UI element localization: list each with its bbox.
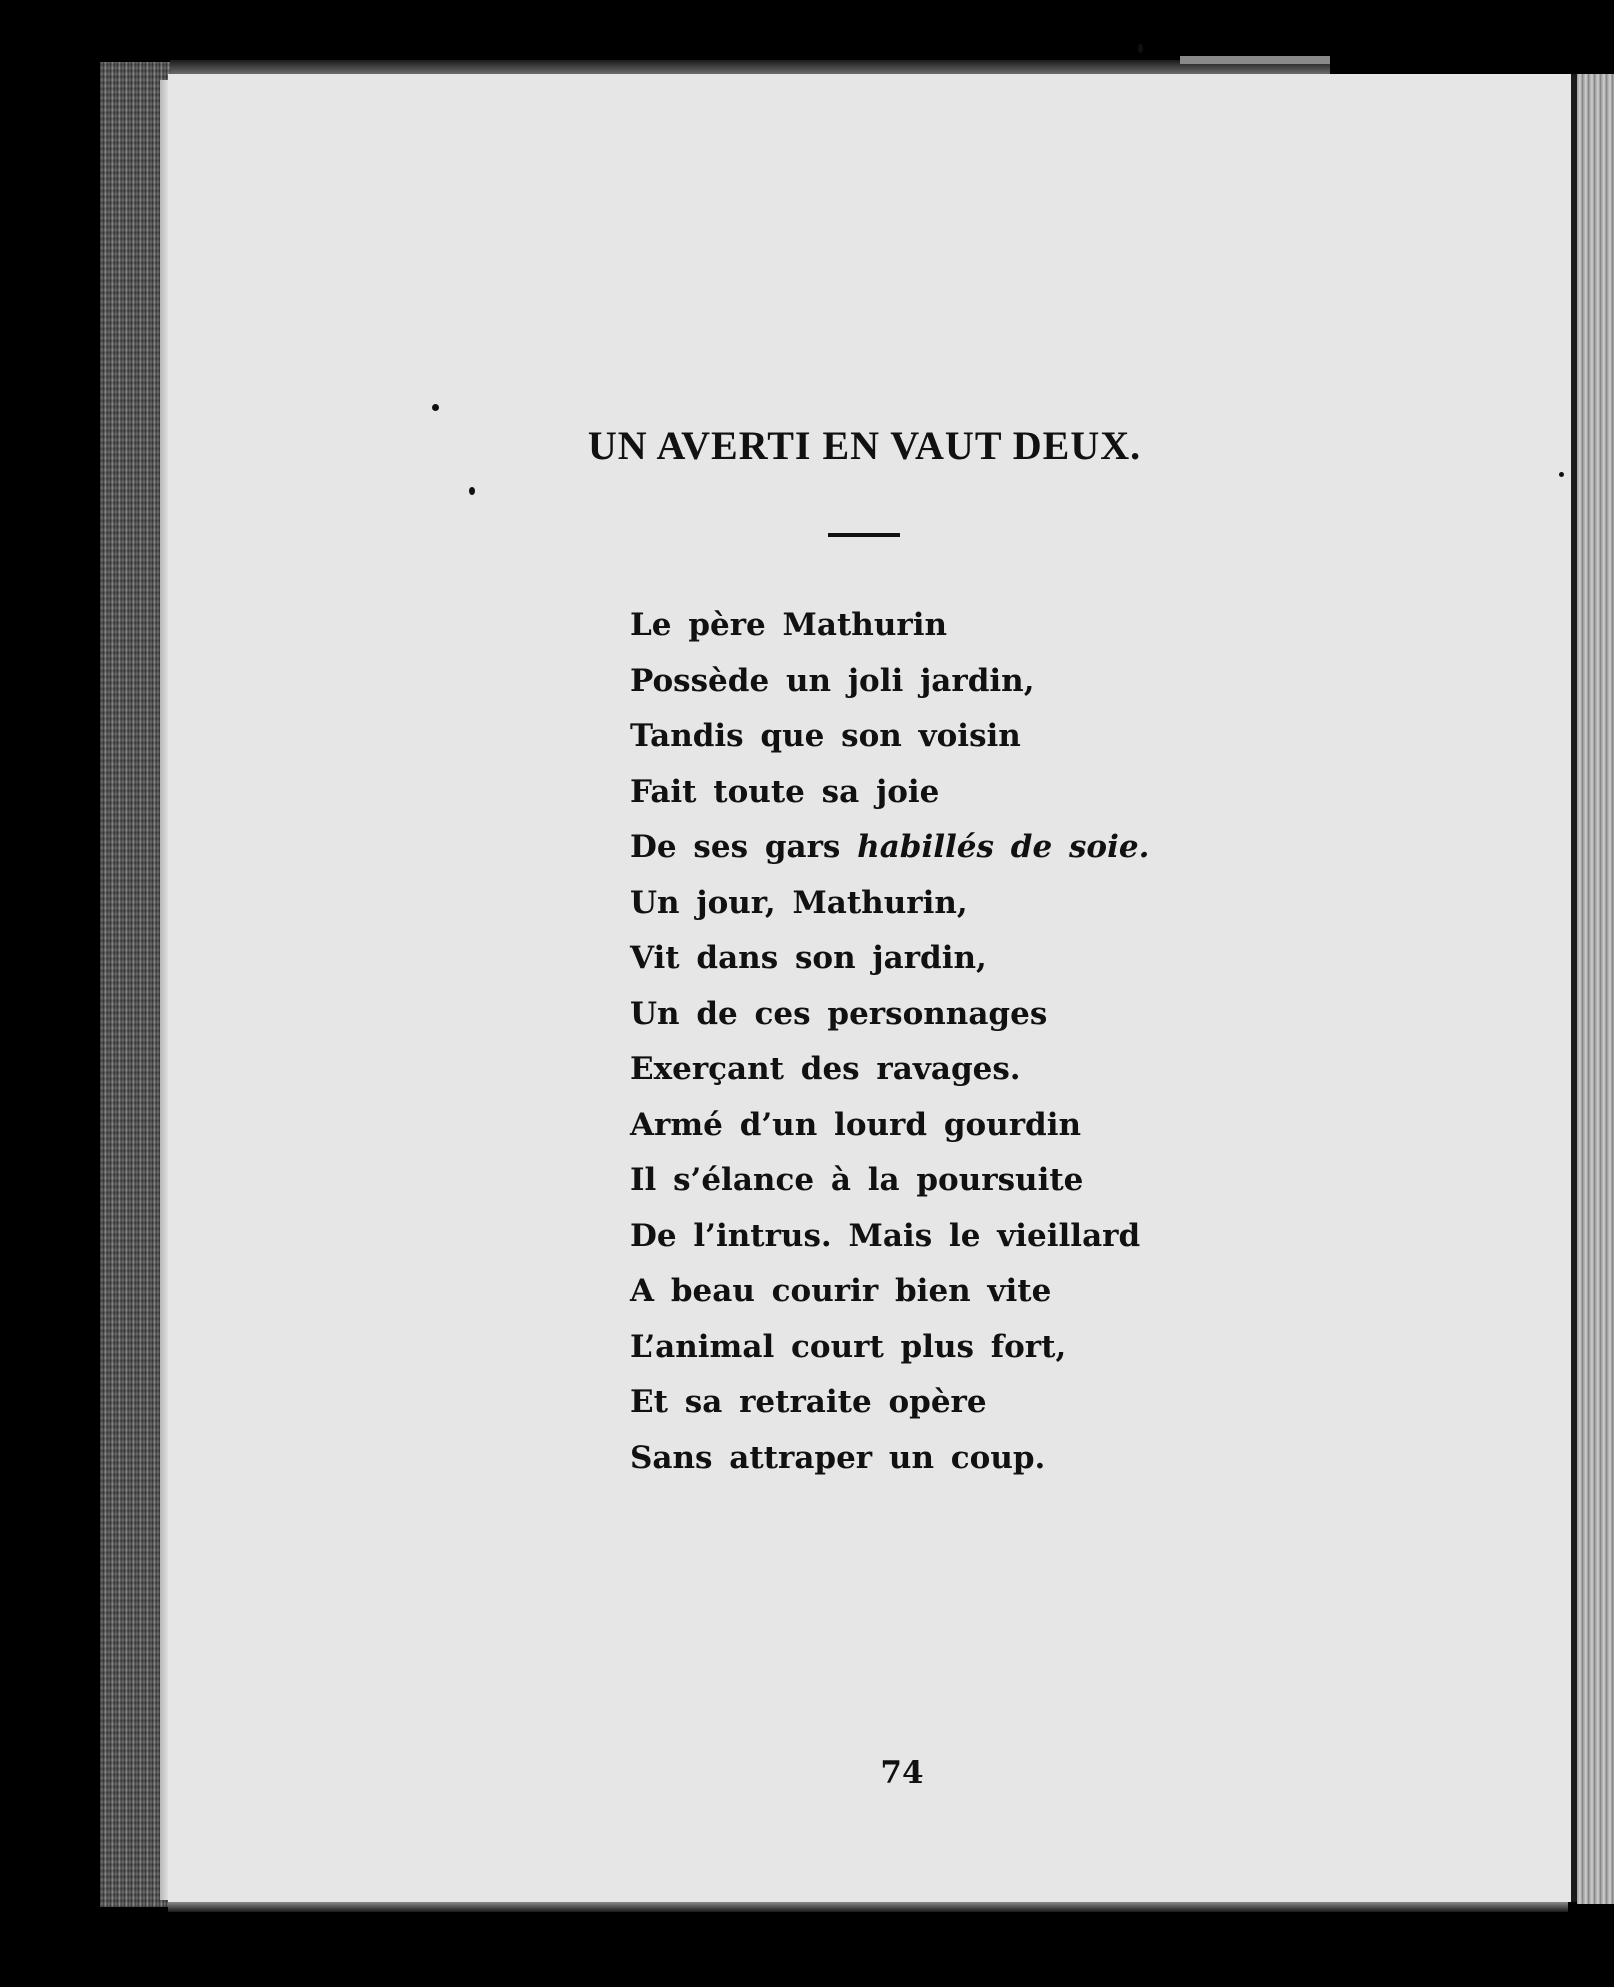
page-bottom-shadow [168,1902,1568,1912]
poem-line: Possède un joli jardin, [630,662,1035,699]
poem-line: A beau courir bien vite [630,1273,1052,1309]
poem-line: Tandis que son voisin [630,718,1021,754]
poem-line: Un jour, Mathurin, [630,884,968,921]
poem-line [630,820,1149,876]
ink-speck [1559,472,1564,477]
title-rule [828,533,900,537]
poem-line: Armé d’un lourd gourdin [630,1106,1082,1143]
poem-line: Un de ces personnages [630,995,1048,1032]
poem-body [630,598,1149,1486]
poem-line: Vit dans son jardin, [630,940,987,976]
poem-line: De l’intrus. Mais le vieillard [630,1217,1141,1254]
poem-line: Exerçant des ravages. [630,1051,1021,1087]
ink-speck [1138,44,1143,53]
italic-fragment: habillés de soie. [857,829,1150,865]
poem-line: Il s’élance à la poursuite [630,1162,1084,1198]
ink-speck [469,487,475,495]
poem-line: Sans attraper un coup. [630,1439,1046,1476]
poem-line: L’animal court plus fort, [630,1328,1067,1365]
page-number: 74 [880,1755,924,1791]
page-top-highlight [1180,56,1330,64]
poem-line: Fait toute sa joie [630,773,940,810]
poem-line: Et sa retraite opère [630,1384,987,1420]
page-top-shadow [170,60,1330,74]
poem-line-text: De ses gars [630,829,858,865]
ink-speck [432,404,439,411]
facing-page-edge [1577,74,1614,1904]
poem-line: Le père Mathurin [630,607,948,643]
poem-title: UN AVERTI EN VAUT DEUX. [587,423,1142,468]
